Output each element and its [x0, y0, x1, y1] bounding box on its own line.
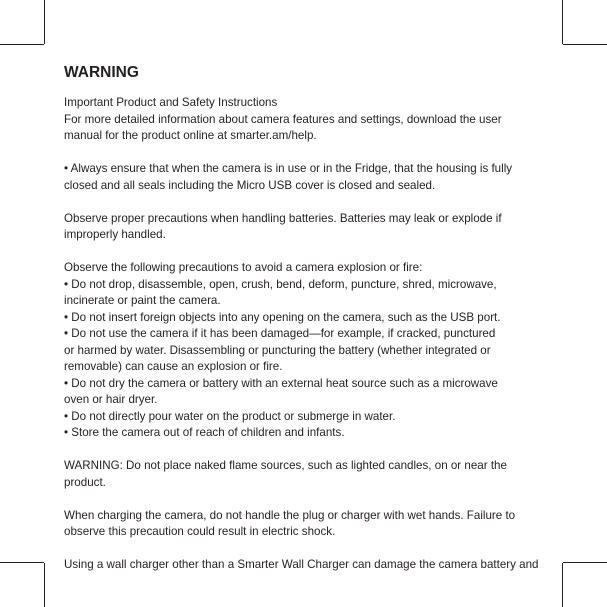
page-title: WARNING [64, 64, 139, 81]
text-line: WARNING: Do not place naked flame sources, such as lighted candles, on or near the [64, 459, 507, 472]
text-line: Observe proper precautions when handling batteries. Batteries may leak or explode if [64, 211, 502, 225]
crop-mark-bottom-right-vertical [562, 563, 563, 607]
paragraph-charging [64, 508, 544, 541]
crop-mark-bottom-right-horizontal [563, 562, 607, 563]
paragraph-wall-charger [64, 557, 544, 574]
text-line: Observe the following precautions to avoid a camera explosion or fire: [64, 261, 423, 274]
text-line: • Always ensure that when the camera is in use or in the Fridge, that the housing is fully [64, 162, 513, 175]
text-line: manual for the product online at smarter.am/help. [64, 129, 317, 142]
text-line: • Do not directly pour water on the product or submerge in water. [64, 409, 396, 423]
text-line: For more detailed information about camera features and settings, download the user [64, 112, 502, 126]
paragraph-precautions [64, 260, 544, 442]
crop-mark-top-right-horizontal [563, 44, 607, 45]
text-line: removable) can cause an explosion or fire. [64, 360, 283, 373]
text-line: • Do not insert foreign objects into any opening on the camera, such as the USB port. [64, 310, 501, 324]
text-line: or harmed by water. Disassembling or puncturing the battery (whether integrated or [64, 343, 491, 357]
text-line: Important Product and Safety Instructions [64, 96, 278, 109]
paragraph-flame-warning [64, 458, 544, 491]
text-line: • Store the camera out of reach of children and infants. [64, 426, 345, 439]
text-line: improperly handled. [64, 228, 166, 241]
text-line: product. [64, 475, 106, 489]
crop-mark-top-left-horizontal [0, 44, 44, 45]
paragraph-housing [64, 161, 544, 194]
crop-mark-bottom-left-horizontal [0, 562, 44, 563]
crop-mark-top-left-vertical [44, 0, 45, 44]
crop-mark-top-right-vertical [562, 0, 563, 44]
text-line: observe this precaution could result in electric shock. [64, 525, 336, 538]
paragraph-batteries [64, 211, 544, 244]
crop-mark-bottom-left-vertical [44, 563, 45, 607]
document-page [64, 63, 544, 590]
text-line: When charging the camera, do not handle the plug or charger with wet hands. Failure to [64, 508, 516, 522]
text-line: oven or hair dryer. [64, 393, 158, 406]
text-line: • Do not dry the camera or battery with an external heat source such as a microwave [64, 376, 498, 390]
paragraph-intro [64, 95, 544, 145]
text-line: Using a wall charger other than a Smarter Wall Charger can damage the camera battery and [64, 558, 539, 571]
text-line: closed and all seals including the Micro USB cover is closed and sealed. [64, 178, 436, 192]
text-line: • Do not drop, disassemble, open, crush, bend, deform, puncture, shred, microwave, [64, 277, 497, 291]
text-line: incinerate or paint the camera. [64, 294, 221, 307]
text-line: • Do not use the camera if it has been damaged—for example, if cracked, punctured [64, 327, 496, 340]
